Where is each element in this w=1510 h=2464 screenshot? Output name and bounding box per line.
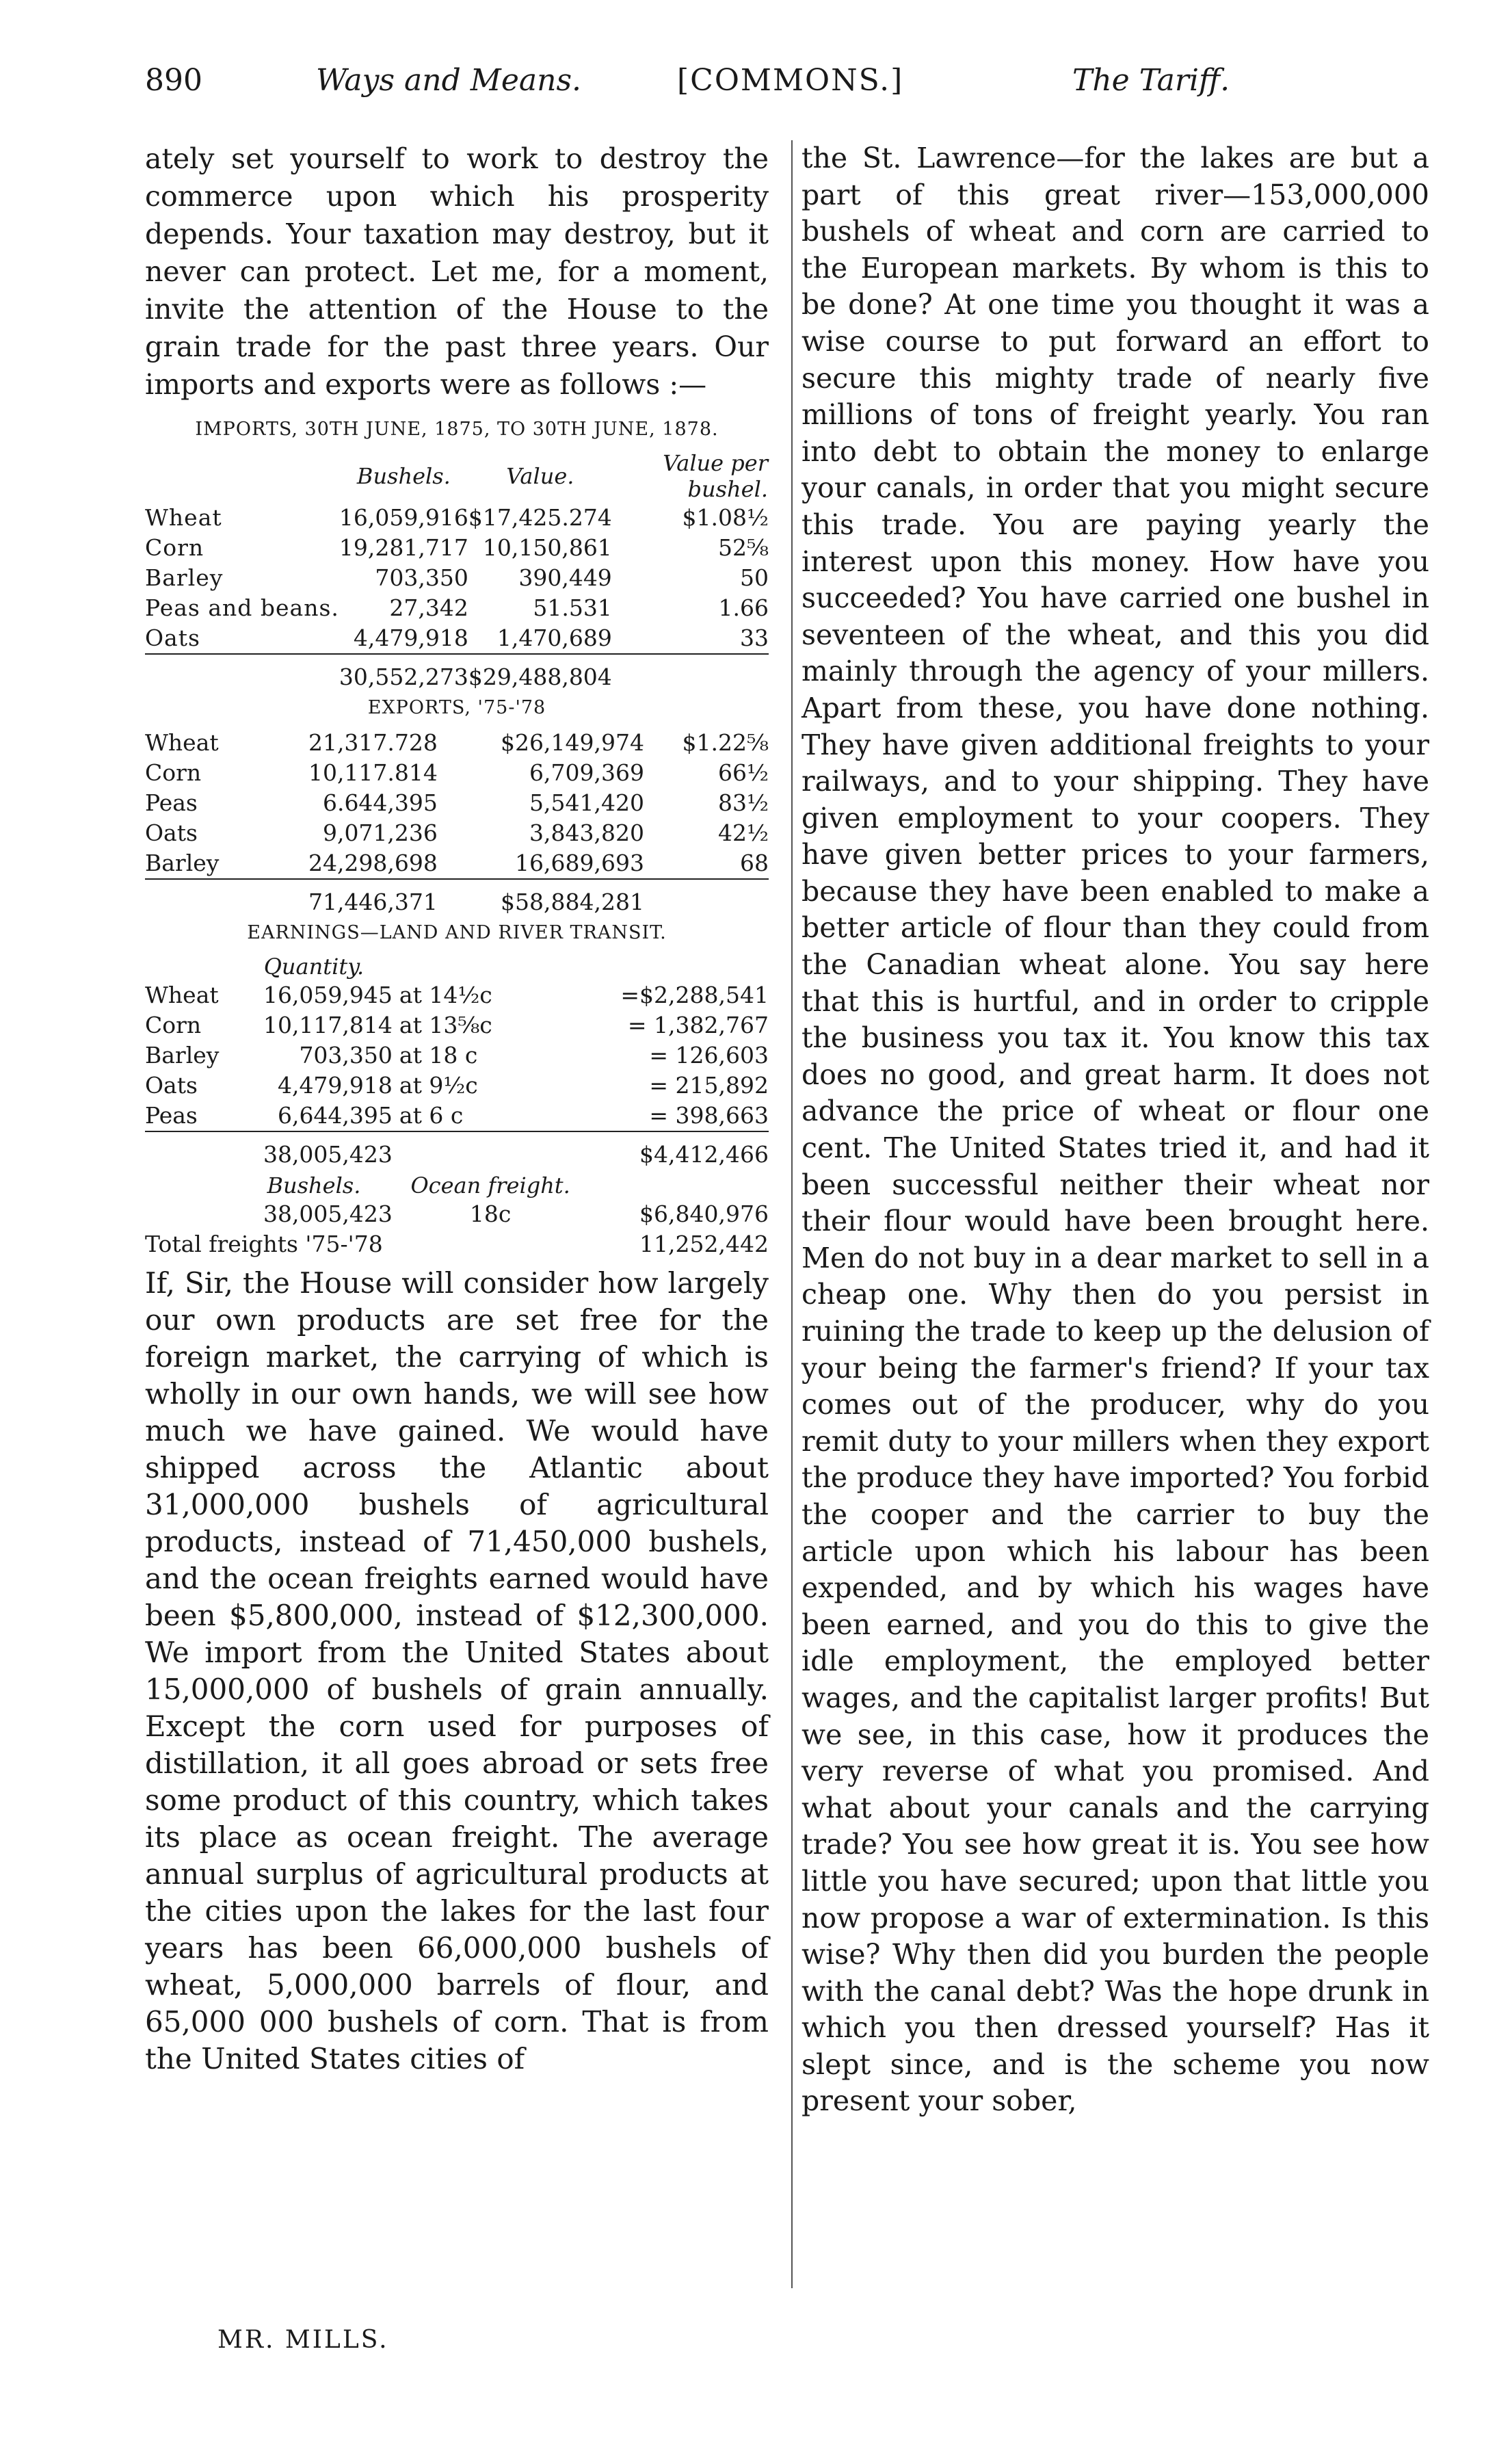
table-row: Barley 24,298,698 16,689,693 68 [145,850,769,876]
running-title-right: The Tariff. [1072,63,1230,98]
page-number: 890 [145,63,202,98]
column-divider [791,140,793,2288]
imports-header-value: Value. [506,463,574,489]
earnings-total-row: 38,005,423 $4,412,466 [145,1131,769,1172]
running-title-left: Ways and Means. [316,63,582,98]
table-row: Peas 6.644,395 5,541,420 83½ [145,789,769,816]
table-row: Oats 4,479,918 at 9½c = 215,892 [145,1072,769,1099]
table-row: Corn 10,117.814 6,709,369 66½ [145,759,769,786]
table-row: Peas 6,644,395 at 6 c = 398,663 [145,1102,769,1129]
earnings-header-quantity: Quantity. [263,954,365,980]
total-freights-line [145,1229,769,1259]
exports-table [145,728,769,919]
table-row: Barley 703,350 at 18 c = 126,603 [145,1042,769,1069]
left-body-paragraph: If, Sir, the House will consider how largely our own products are set free for the foreign market, the carrying of which is wholly in our own hands, we will see how much we have gained. We would have shipped across the Atlantic about 31,000,000 bushels of agricultural products, instead of 71,450,000 bushels, and the ocean freights earned would have been $5,800,000, instead of $12,300,000. We import from the United States about 15,000,000 of bushels of grain annually. Except the corn used for purposes of distillation, it all goes abroad or sets free some product of this country, which takes its place as ocean freight. The average annual surplus of agricultural products at the cities upon the lakes for the last four years has been 66,000,000 bushels of wheat, 5,000,000 barrels of flour, and 65,000 000 bushels of corn. That is from the United States cities of [145,1266,769,2075]
table-row: Wheat 21,317.728 $26,149,974 $1.22⅝ [145,729,769,756]
table-row: Peas and beans. 27,342 51.531 1.66 [145,594,769,621]
right-column [802,140,1429,2120]
running-title-center: [COMMONS.] [677,63,904,98]
table-row: Wheat 16,059,945 at 14½c =$2,288,541 [145,982,769,1008]
table-row: Oats 9,071,236 3,843,820 42½ [145,820,769,846]
ocean-header-freight: Ocean freight. [410,1172,570,1198]
earnings-table-title: EARNINGS—LAND AND RIVER TRANSIT. [247,922,667,943]
left-column [145,140,769,2078]
imports-total-row: 30,552,273 $29,488,804 [145,654,769,694]
imports-table-title: IMPORTS, 30TH JUNE, 1875, TO 30TH JUNE, 1878. [195,419,719,440]
imports-table [145,449,769,694]
ocean-header-bushels: Bushels. [267,1172,361,1198]
imports-header-bushels: Bushels. [356,463,451,489]
speaker-signature: MR. MILLS. [217,2326,389,2354]
right-body-paragraph: the St. Lawrence—for the lakes are but a part of this great river—153,000,000 bushels of wheat and corn are carried to the European markets. By whom is this to be done? At one time you thought it was a wise course to put forward an effort to secure this mighty trade of nearly five millions of tons of freight yearly. You ran into debt to obtain the money to enlarge your canals, in order that you might secure this trade. You are paying yearly the interest upon this money. How have you succeeded? You have carried one bushel in seventeen of the wheat, and this you did mainly through the agency of your millers. Apart from these, you have done nothing. They have given additional freights to your railways, and to your shipping. They have given employment to your coopers. They have given better prices to your farmers, because they have been enabled to make a better article of flour than they could from the Canadian wheat alone. You say here that this is hurtful, and in order to cripple the business you tax it. You know this tax does no good, and great harm. It does not advance the price of wheat or flour one cent. The United States tried it, and had it been successful neither their wheat nor their flour would have been brought here. Men do not buy in a dear market to sell in a cheap one. Why then do you persist in ruining the trade to keep up the delusion of your being the farmer's friend? If your tax comes out of the producer, why do you remit duty to your millers when they export the produce they have imported? You forbid the cooper and the carrier to buy the article upon which his labour has been expended, and by which his wages have been earned, and you do this to give the idle employment, the employed better wages, and the capitalist larger profits! But we see, in this case, how it produces the very reverse of what you promised. And what about your canals and the carrying trade? You see how great it is. You see how little you have secured; upon that little you now propose a war of extermination. Is this wise? Why then did you burden the people with the canal debt? Was the hope drunk in which you then dressed yourself? Has it slept since, and is the scheme you now present your sober, [802,142,1429,2118]
table-row: Corn 19,281,717 10,150,861 52⅝ [145,534,769,561]
exports-total-row: 71,446,371 $58,884,281 [145,879,769,919]
table-row: Barley 703,350 390,449 50 [145,564,769,591]
exports-table-title: EXPORTS, '75-'78 [367,697,546,718]
table-row: Corn 10,117,814 at 13⅝c = 1,382,767 [145,1012,769,1038]
imports-header-value-per: Value per bushel. [663,450,768,502]
earnings-table [145,953,769,1229]
total-freights-label: Total freights '75-'78 [145,1231,383,1257]
page-header [0,63,1510,118]
table-row: Wheat 16,059,916 $17,425.274 $1.08½ [145,504,769,531]
intro-paragraph: ately set yourself to work to destroy the commerce upon which his prosperity depends. Your taxation may destroy, but it never can protect. Let me, for a moment, invite the attention of the House to the grain trade for the past three years. Our imports and exports were as follows :— [145,142,769,401]
ocean-freight-row: 38,005,423 18c $6,840,976 [263,1201,769,1227]
total-freights-value: 11,252,442 [639,1231,769,1257]
table-row: Oats 4,479,918 1,470,689 33 [145,625,769,651]
